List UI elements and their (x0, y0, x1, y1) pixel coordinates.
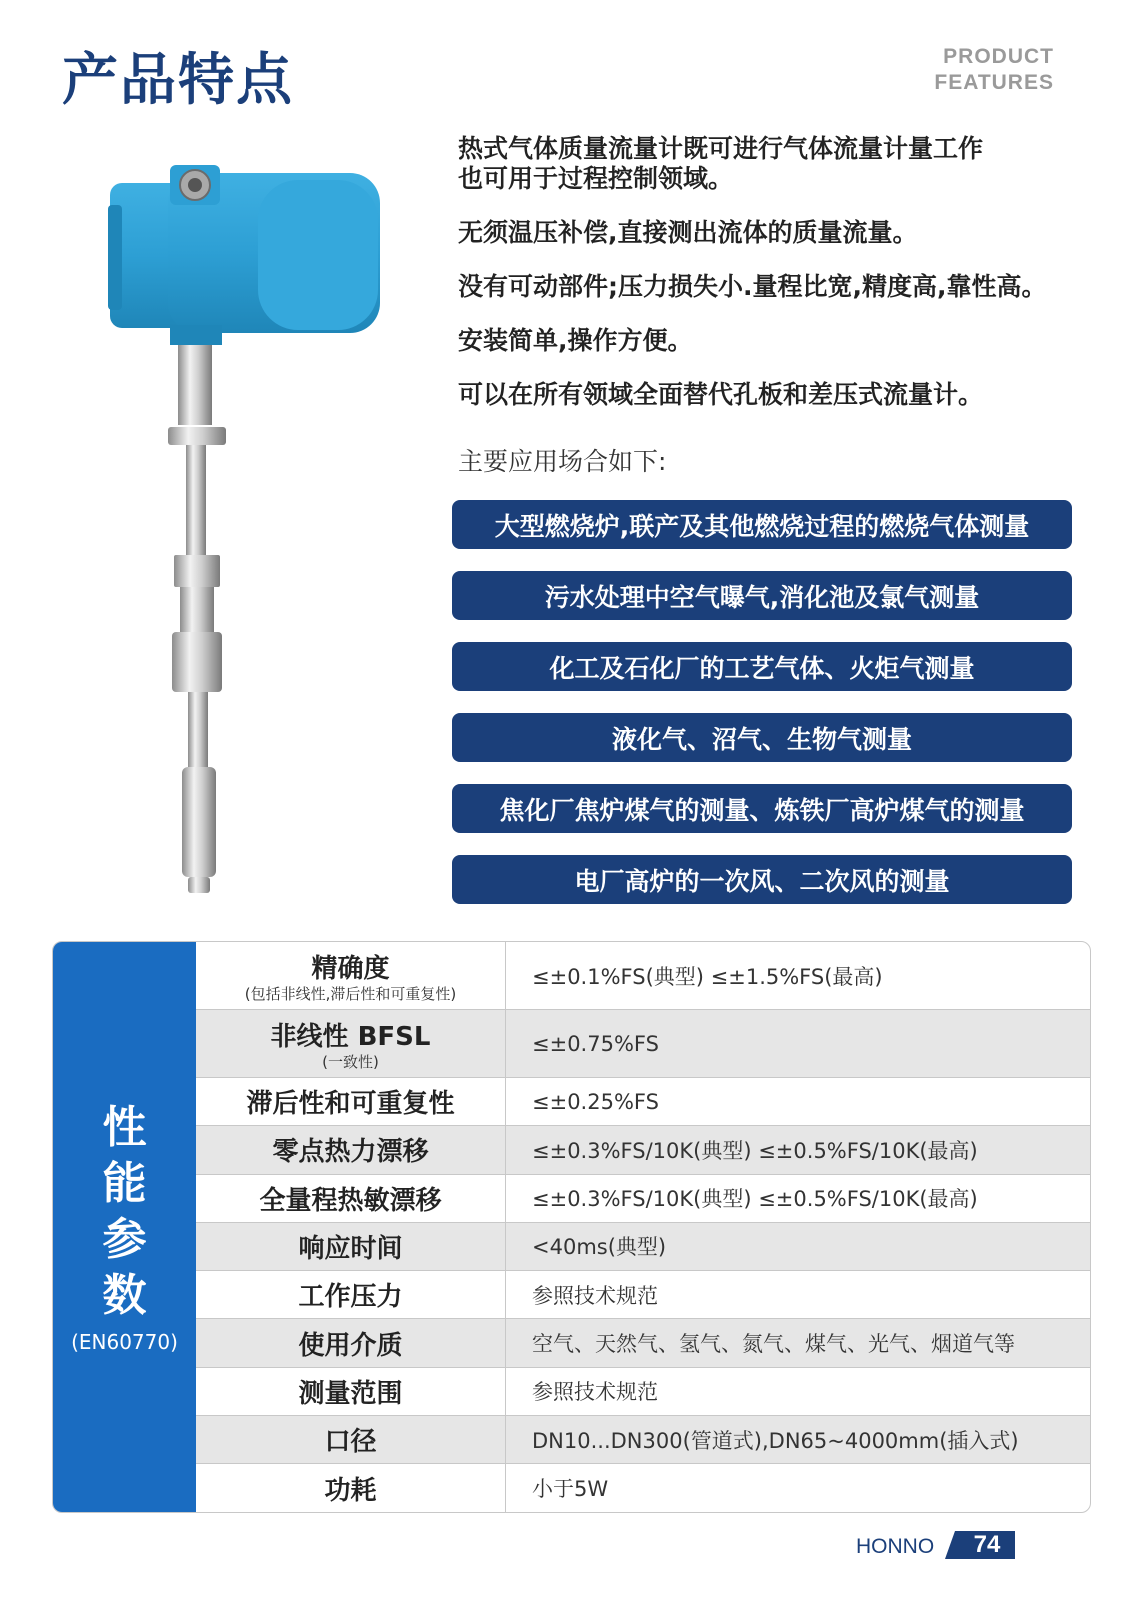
application-item: 大型燃烧炉,联产及其他燃烧过程的燃烧气体测量 (452, 500, 1072, 549)
application-item: 液化气、沼气、生物气测量 (452, 713, 1072, 762)
application-item: 焦化厂焦炉煤气的测量、炼铁厂高炉煤气的测量 (452, 784, 1072, 833)
applications-heading: 主要应用场合如下: (458, 447, 667, 476)
table-row (196, 1319, 1090, 1367)
page-number-badge (945, 1531, 1015, 1559)
application-item: 电厂高炉的一次风、二次风的测量 (452, 855, 1072, 904)
spec-table-box (52, 941, 1091, 1513)
feature-item: 没有可动部件;压力损失小.量程比宽,精度高,靠性高。 (458, 272, 1047, 301)
page-title: 产品特点 (62, 48, 294, 113)
table-row (196, 942, 1090, 1010)
spec-param (196, 942, 506, 1010)
spec-title-char: 参 (102, 1214, 147, 1265)
subtitle-line-2: FEATURES (934, 71, 1054, 94)
spec-param-label: 滞后性和可重复性 (196, 1078, 506, 1126)
application-item: 化工及石化厂的工艺气体、火炬气测量 (452, 642, 1072, 691)
spec-value: ≤±0.3%FS/10K(典型) ≤±0.5%FS/10K(最高) (506, 1174, 1091, 1222)
feature-list (458, 134, 1118, 478)
spec-table (196, 942, 1090, 1512)
spec-param-note: (一致性) (322, 1053, 379, 1072)
spec-param-label: 零点热力漂移 (196, 1126, 506, 1174)
spec-value: ≤±0.25%FS (506, 1078, 1091, 1126)
table-row (196, 1415, 1090, 1463)
spec-value: 空气、天然气、氢气、氮气、煤气、光气、烟道气等 (506, 1319, 1091, 1367)
spec-param (196, 1010, 506, 1078)
spec-value: <40ms(典型) (506, 1222, 1091, 1270)
spec-section-title (103, 1100, 147, 1324)
table-row (196, 1367, 1090, 1415)
feature-item: 无须温压补偿,直接测出流体的质量流量。 (458, 218, 918, 247)
page-subtitle (934, 44, 1054, 96)
spec-value: ≤±0.1%FS(典型) ≤±1.5%FS(最高) (506, 942, 1091, 1010)
application-item: 污水处理中空气曝气,消化池及氯气测量 (452, 571, 1072, 620)
spec-param-label: 精确度 (311, 954, 390, 985)
spec-param-label: 测量范围 (196, 1367, 506, 1415)
flow-meter-image (108, 165, 398, 905)
spec-title-char: 性 (102, 1102, 147, 1153)
table-row (196, 1010, 1090, 1078)
spec-param-label: 口径 (196, 1415, 506, 1463)
table-row (196, 1222, 1090, 1270)
table-row (196, 1174, 1090, 1222)
table-row (196, 1126, 1090, 1174)
spec-title-char: 数 (102, 1270, 147, 1321)
spec-value: 参照技术规范 (506, 1367, 1091, 1415)
page-number: 74 (973, 1531, 1001, 1558)
spec-value: DN10...DN300(管道式),DN65~4000mm(插入式) (506, 1415, 1091, 1463)
spec-param-label: 响应时间 (196, 1222, 506, 1270)
spec-value: 参照技术规范 (506, 1271, 1091, 1319)
spec-section-label (53, 942, 196, 1512)
spec-param-label: 工作压力 (196, 1271, 506, 1319)
feature-item: 安装简单,操作方便。 (458, 326, 693, 355)
subtitle-line-1: PRODUCT (943, 45, 1054, 68)
spec-standard: (EN60770) (71, 1330, 178, 1354)
spec-value: ≤±0.3%FS/10K(典型) ≤±0.5%FS/10K(最高) (506, 1126, 1091, 1174)
spec-value: ≤±0.75%FS (506, 1010, 1091, 1078)
footer-brand: HONNO (856, 1535, 935, 1558)
feature-item: 可以在所有领域全面替代孔板和差压式流量计。 (458, 380, 984, 409)
spec-param-label: 非线性 BFSL (270, 1022, 431, 1053)
spec-title-char: 能 (102, 1158, 147, 1209)
table-row (196, 1271, 1090, 1319)
table-row (196, 1464, 1090, 1512)
spec-param-label: 使用介质 (196, 1319, 506, 1367)
table-row (196, 1078, 1090, 1126)
spec-param-label: 功耗 (196, 1464, 506, 1512)
spec-param-note: (包括非线性,滞后性和可重复性) (244, 985, 457, 1004)
application-list (452, 500, 1072, 926)
feature-item: 热式气体质量流量计既可进行气体流量计量工作 也可用于过程控制领域。 (458, 134, 984, 193)
spec-param-label: 全量程热敏漂移 (196, 1174, 506, 1222)
spec-value: 小于5W (532, 1477, 609, 1502)
